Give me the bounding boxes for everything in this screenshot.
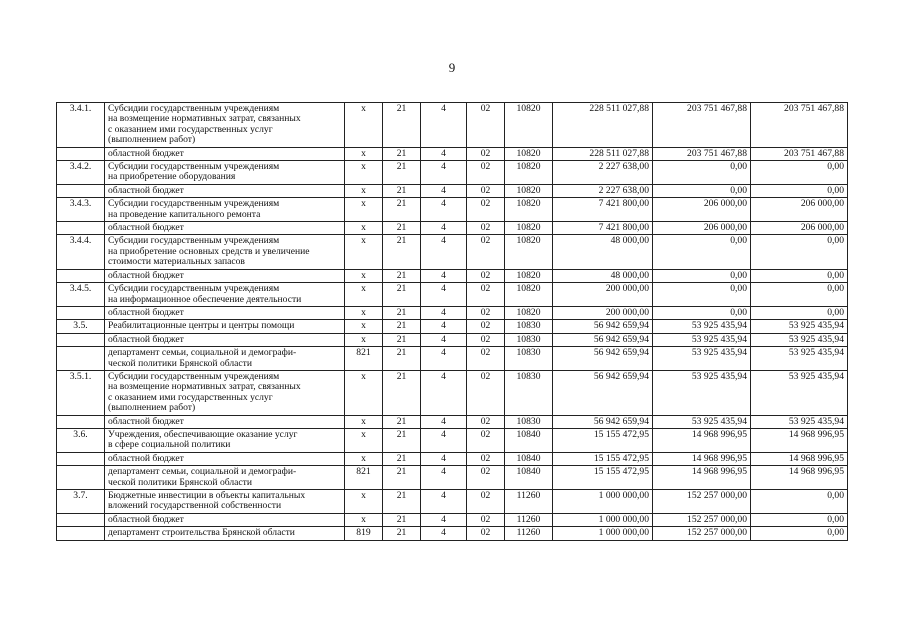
row-name-line: Учреждения, обеспечивающие оказание услуг (108, 428, 298, 440)
row-name-line: Субсидии государственным учреждениям (108, 198, 280, 210)
target-code-cell: 10840 (505, 428, 553, 452)
row-name-line: стоимости материальных запасов (108, 256, 245, 268)
amount-2-cell: 14 968 996,95 (653, 452, 751, 465)
target-code-cell: 10820 (505, 306, 553, 319)
row-name-line: на возмещение нормативных затрат, связанных (108, 113, 301, 125)
code-4-cell: 4 (421, 306, 467, 319)
amount-1-cell: 15 155 472,95 (553, 452, 653, 465)
table-row (57, 513, 848, 526)
code-4-cell: 4 (421, 527, 467, 540)
row-number-cell: 3.4.5. (57, 283, 105, 307)
row-name-cell (105, 513, 345, 526)
ministry-code-cell: х (345, 370, 383, 415)
row-name-line: областной бюджет (108, 306, 184, 318)
amount-3-cell: 53 925 435,94 (751, 347, 848, 371)
amount-3-cell: 53 925 435,94 (751, 415, 848, 428)
table-row (57, 320, 848, 333)
amount-3-cell: 0,00 (751, 161, 848, 185)
code-02-cell: 02 (467, 347, 505, 371)
code-02-cell: 02 (467, 452, 505, 465)
code-02-cell: 02 (467, 235, 505, 269)
amount-1-cell: 228 511 027,88 (553, 103, 653, 148)
amount-3-cell: 0,00 (751, 235, 848, 269)
row-name-cell (105, 452, 345, 465)
code-02-cell: 02 (467, 466, 505, 490)
target-code-cell: 11260 (505, 513, 553, 526)
budget-table (56, 102, 848, 541)
row-number-cell (57, 347, 105, 371)
row-name-cell (105, 235, 345, 269)
code-21-cell: 21 (383, 490, 421, 514)
amount-3-cell: 53 925 435,94 (751, 370, 848, 415)
table-row (57, 147, 848, 160)
ministry-code-cell: х (345, 103, 383, 148)
amount-1-cell: 7 421 800,00 (553, 198, 653, 222)
code-21-cell: 21 (383, 347, 421, 371)
table-body (57, 103, 848, 541)
amount-3-cell: 203 751 467,88 (751, 147, 848, 160)
row-name-cell (105, 269, 345, 282)
row-name-cell (105, 490, 345, 514)
ministry-code-cell: 821 (345, 466, 383, 490)
code-21-cell: 21 (383, 466, 421, 490)
code-02-cell: 02 (467, 333, 505, 346)
table-row (57, 452, 848, 465)
code-02-cell: 02 (467, 527, 505, 540)
target-code-cell: 10840 (505, 466, 553, 490)
code-02-cell: 02 (467, 103, 505, 148)
ministry-code-cell: 819 (345, 527, 383, 540)
ministry-code-cell: х (345, 184, 383, 197)
amount-2-cell: 53 925 435,94 (653, 333, 751, 346)
ministry-code-cell: х (345, 269, 383, 282)
row-name-line: с оказанием ими государственных услуг (108, 391, 273, 403)
ministry-code-cell: х (345, 452, 383, 465)
amount-1-cell: 48 000,00 (553, 235, 653, 269)
amount-3-cell: 0,00 (751, 490, 848, 514)
row-name-line: департамент семьи, социальной и демографи- (108, 347, 297, 359)
table-row (57, 222, 848, 235)
code-4-cell: 4 (421, 415, 467, 428)
target-code-cell: 11260 (505, 490, 553, 514)
row-name-line: областной бюджет (108, 513, 184, 525)
row-name-line: (выполнением работ) (108, 402, 196, 414)
row-name-cell (105, 320, 345, 333)
code-02-cell: 02 (467, 184, 505, 197)
row-name-line: вложений государственной собственности (108, 500, 282, 512)
amount-3-cell: 0,00 (751, 283, 848, 307)
code-02-cell: 02 (467, 428, 505, 452)
amount-2-cell: 152 257 000,00 (653, 490, 751, 514)
code-4-cell: 4 (421, 235, 467, 269)
row-name-line: департамент строительства Брянской области (108, 527, 295, 539)
row-name-line: Субсидии государственным учреждениям (108, 103, 280, 114)
amount-2-cell: 14 968 996,95 (653, 428, 751, 452)
row-name-cell (105, 370, 345, 415)
target-code-cell: 10830 (505, 415, 553, 428)
ministry-code-cell: х (345, 222, 383, 235)
code-02-cell: 02 (467, 161, 505, 185)
table-row (57, 161, 848, 185)
row-name-line: областной бюджет (108, 222, 184, 234)
page-number: 9 (448, 60, 456, 75)
row-number-cell: 3.6. (57, 428, 105, 452)
code-21-cell: 21 (383, 527, 421, 540)
row-name-line: в сфере социальной политики (108, 439, 231, 451)
amount-1-cell: 200 000,00 (553, 306, 653, 319)
code-02-cell: 02 (467, 415, 505, 428)
row-name-line: Субсидии государственным учреждениям (108, 235, 280, 247)
ministry-code-cell: х (345, 198, 383, 222)
code-4-cell: 4 (421, 320, 467, 333)
ministry-code-cell: х (345, 283, 383, 307)
amount-2-cell: 152 257 000,00 (653, 513, 751, 526)
amount-3-cell: 0,00 (751, 513, 848, 526)
amount-1-cell: 7 421 800,00 (553, 222, 653, 235)
amount-3-cell: 53 925 435,94 (751, 333, 848, 346)
ministry-code-cell: 821 (345, 347, 383, 371)
table-row (57, 269, 848, 282)
code-4-cell: 4 (421, 283, 467, 307)
row-number-cell (57, 222, 105, 235)
table-row (57, 235, 848, 269)
table-row (57, 370, 848, 415)
amount-2-cell: 0,00 (653, 184, 751, 197)
row-name-line: областной бюджет (108, 184, 184, 196)
row-name-line: на информационное обеспечение деятельности (108, 293, 302, 305)
ministry-code-cell: х (345, 306, 383, 319)
row-number-cell: 3.7. (57, 490, 105, 514)
target-code-cell: 10830 (505, 320, 553, 333)
code-21-cell: 21 (383, 147, 421, 160)
ministry-code-cell: х (345, 161, 383, 185)
code-21-cell: 21 (383, 235, 421, 269)
target-code-cell: 10820 (505, 269, 553, 282)
amount-2-cell: 53 925 435,94 (653, 370, 751, 415)
row-number-cell: 3.4.4. (57, 235, 105, 269)
target-code-cell: 10820 (505, 283, 553, 307)
row-number-cell (57, 184, 105, 197)
amount-1-cell: 15 155 472,95 (553, 466, 653, 490)
row-name-line: ческой политики Брянской области (108, 476, 253, 488)
ministry-code-cell: х (345, 513, 383, 526)
row-number-cell (57, 269, 105, 282)
ministry-code-cell: х (345, 235, 383, 269)
target-code-cell: 10820 (505, 235, 553, 269)
row-number-cell: 3.4.1. (57, 103, 105, 148)
amount-1-cell: 48 000,00 (553, 269, 653, 282)
amount-1-cell: 200 000,00 (553, 283, 653, 307)
amount-2-cell: 203 751 467,88 (653, 147, 751, 160)
row-number-cell (57, 147, 105, 160)
ministry-code-cell: х (345, 333, 383, 346)
row-name-cell (105, 222, 345, 235)
table-row (57, 466, 848, 490)
row-name-line: областной бюджет (108, 452, 184, 464)
table-row (57, 198, 848, 222)
code-21-cell: 21 (383, 428, 421, 452)
code-21-cell: 21 (383, 269, 421, 282)
row-name-line: департамент семьи, социальной и демографи- (108, 466, 297, 478)
amount-2-cell: 206 000,00 (653, 222, 751, 235)
code-02-cell: 02 (467, 283, 505, 307)
target-code-cell: 10840 (505, 452, 553, 465)
amount-3-cell: 0,00 (751, 306, 848, 319)
row-name-line: областной бюджет (108, 147, 184, 159)
target-code-cell: 10820 (505, 184, 553, 197)
code-4-cell: 4 (421, 198, 467, 222)
ministry-code-cell: х (345, 320, 383, 333)
row-name-line: областной бюджет (108, 415, 184, 427)
row-name-cell (105, 428, 345, 452)
amount-1-cell: 15 155 472,95 (553, 428, 653, 452)
table-row (57, 490, 848, 514)
row-number-cell (57, 527, 105, 540)
code-4-cell: 4 (421, 184, 467, 197)
row-name-line: на приобретение оборудования (108, 171, 236, 183)
amount-2-cell: 14 968 996,95 (653, 466, 751, 490)
amount-3-cell: 0,00 (751, 184, 848, 197)
row-name-line: на возмещение нормативных затрат, связанных (108, 381, 301, 393)
table-row (57, 306, 848, 319)
row-name-line: на проведение капитального ремонта (108, 208, 261, 220)
row-name-line: Субсидии государственным учреждениям (108, 283, 280, 295)
table-row (57, 527, 848, 540)
amount-2-cell: 206 000,00 (653, 198, 751, 222)
amount-2-cell: 53 925 435,94 (653, 320, 751, 333)
code-4-cell: 4 (421, 269, 467, 282)
table-row (57, 428, 848, 452)
amount-2-cell: 0,00 (653, 269, 751, 282)
amount-3-cell: 203 751 467,88 (751, 103, 848, 148)
row-number-cell: 3.5.1. (57, 370, 105, 415)
code-4-cell: 4 (421, 490, 467, 514)
code-21-cell: 21 (383, 283, 421, 307)
row-name-cell (105, 103, 345, 148)
code-4-cell: 4 (421, 147, 467, 160)
amount-3-cell: 14 968 996,95 (751, 428, 848, 452)
row-number-cell (57, 513, 105, 526)
code-4-cell: 4 (421, 452, 467, 465)
code-21-cell: 21 (383, 306, 421, 319)
row-number-cell (57, 306, 105, 319)
amount-3-cell: 14 968 996,95 (751, 466, 848, 490)
ministry-code-cell: х (345, 147, 383, 160)
code-02-cell: 02 (467, 269, 505, 282)
amount-2-cell: 0,00 (653, 235, 751, 269)
row-name-cell (105, 198, 345, 222)
row-name-line: с оказанием ими государственных услуг (108, 123, 273, 135)
table-row (57, 283, 848, 307)
amount-1-cell: 2 227 638,00 (553, 184, 653, 197)
row-name-line: Бюджетные инвестиции в объекты капитальных (108, 490, 306, 501)
target-code-cell: 10820 (505, 198, 553, 222)
code-4-cell: 4 (421, 466, 467, 490)
row-name-cell (105, 147, 345, 160)
row-name-line: ческой политики Брянской области (108, 357, 253, 369)
table-row (57, 333, 848, 346)
amount-2-cell: 0,00 (653, 283, 751, 307)
amount-1-cell: 2 227 638,00 (553, 161, 653, 185)
code-02-cell: 02 (467, 198, 505, 222)
code-21-cell: 21 (383, 103, 421, 148)
code-02-cell: 02 (467, 222, 505, 235)
code-21-cell: 21 (383, 222, 421, 235)
row-name-cell (105, 306, 345, 319)
amount-1-cell: 1 000 000,00 (553, 513, 653, 526)
row-number-cell: 3.5. (57, 320, 105, 333)
code-21-cell: 21 (383, 452, 421, 465)
code-21-cell: 21 (383, 415, 421, 428)
table-row (57, 184, 848, 197)
target-code-cell: 10830 (505, 347, 553, 371)
amount-3-cell: 206 000,00 (751, 198, 848, 222)
row-name-cell (105, 527, 345, 540)
row-number-cell: 3.4.3. (57, 198, 105, 222)
row-name-line: (выполнением работ) (108, 134, 196, 146)
amount-3-cell: 53 925 435,94 (751, 320, 848, 333)
row-name-cell (105, 161, 345, 185)
row-name-line: областной бюджет (108, 333, 184, 345)
amount-1-cell: 228 511 027,88 (553, 147, 653, 160)
amount-2-cell: 0,00 (653, 306, 751, 319)
code-21-cell: 21 (383, 513, 421, 526)
code-21-cell: 21 (383, 161, 421, 185)
row-name-cell (105, 347, 345, 371)
target-code-cell: 11260 (505, 527, 553, 540)
row-number-cell (57, 452, 105, 465)
row-name-line: Реабилитационные центры и центры помощи (108, 320, 295, 332)
amount-3-cell: 0,00 (751, 527, 848, 540)
amount-1-cell: 1 000 000,00 (553, 527, 653, 540)
code-02-cell: 02 (467, 490, 505, 514)
target-code-cell: 10820 (505, 161, 553, 185)
ministry-code-cell: х (345, 428, 383, 452)
code-21-cell: 21 (383, 198, 421, 222)
amount-2-cell: 203 751 467,88 (653, 103, 751, 148)
row-number-cell (57, 415, 105, 428)
amount-3-cell: 0,00 (751, 269, 848, 282)
row-number-cell: 3.4.2. (57, 161, 105, 185)
table-row (57, 415, 848, 428)
code-4-cell: 4 (421, 222, 467, 235)
amount-2-cell: 53 925 435,94 (653, 347, 751, 371)
code-4-cell: 4 (421, 333, 467, 346)
row-name-line: областной бюджет (108, 269, 184, 281)
row-name-cell (105, 415, 345, 428)
amount-2-cell: 53 925 435,94 (653, 415, 751, 428)
code-4-cell: 4 (421, 103, 467, 148)
code-4-cell: 4 (421, 513, 467, 526)
code-02-cell: 02 (467, 320, 505, 333)
code-02-cell: 02 (467, 147, 505, 160)
target-code-cell: 10820 (505, 147, 553, 160)
code-02-cell: 02 (467, 513, 505, 526)
amount-1-cell: 56 942 659,94 (553, 333, 653, 346)
target-code-cell: 10820 (505, 222, 553, 235)
amount-2-cell: 152 257 000,00 (653, 527, 751, 540)
table-row (57, 347, 848, 371)
code-4-cell: 4 (421, 370, 467, 415)
row-name-line: на приобретение основных средств и увеличение (108, 245, 310, 257)
code-4-cell: 4 (421, 347, 467, 371)
amount-1-cell: 56 942 659,94 (553, 370, 653, 415)
row-name-cell (105, 466, 345, 490)
code-4-cell: 4 (421, 428, 467, 452)
row-name-line: Субсидии государственным учреждениям (108, 161, 280, 173)
row-name-cell (105, 333, 345, 346)
code-21-cell: 21 (383, 320, 421, 333)
target-code-cell: 10820 (505, 103, 553, 148)
amount-1-cell: 56 942 659,94 (553, 320, 653, 333)
code-02-cell: 02 (467, 370, 505, 415)
row-number-cell (57, 333, 105, 346)
amount-3-cell: 206 000,00 (751, 222, 848, 235)
ministry-code-cell: х (345, 490, 383, 514)
row-name-cell (105, 184, 345, 197)
row-name-line: Субсидии государственным учреждениям (108, 370, 280, 382)
table-row (57, 103, 848, 148)
amount-1-cell: 56 942 659,94 (553, 415, 653, 428)
code-21-cell: 21 (383, 370, 421, 415)
amount-3-cell: 14 968 996,95 (751, 452, 848, 465)
code-21-cell: 21 (383, 184, 421, 197)
target-code-cell: 10830 (505, 370, 553, 415)
row-name-cell (105, 283, 345, 307)
amount-1-cell: 1 000 000,00 (553, 490, 653, 514)
code-21-cell: 21 (383, 333, 421, 346)
code-4-cell: 4 (421, 161, 467, 185)
amount-1-cell: 56 942 659,94 (553, 347, 653, 371)
target-code-cell: 10830 (505, 333, 553, 346)
amount-2-cell: 0,00 (653, 161, 751, 185)
row-number-cell (57, 466, 105, 490)
ministry-code-cell: х (345, 415, 383, 428)
code-02-cell: 02 (467, 306, 505, 319)
